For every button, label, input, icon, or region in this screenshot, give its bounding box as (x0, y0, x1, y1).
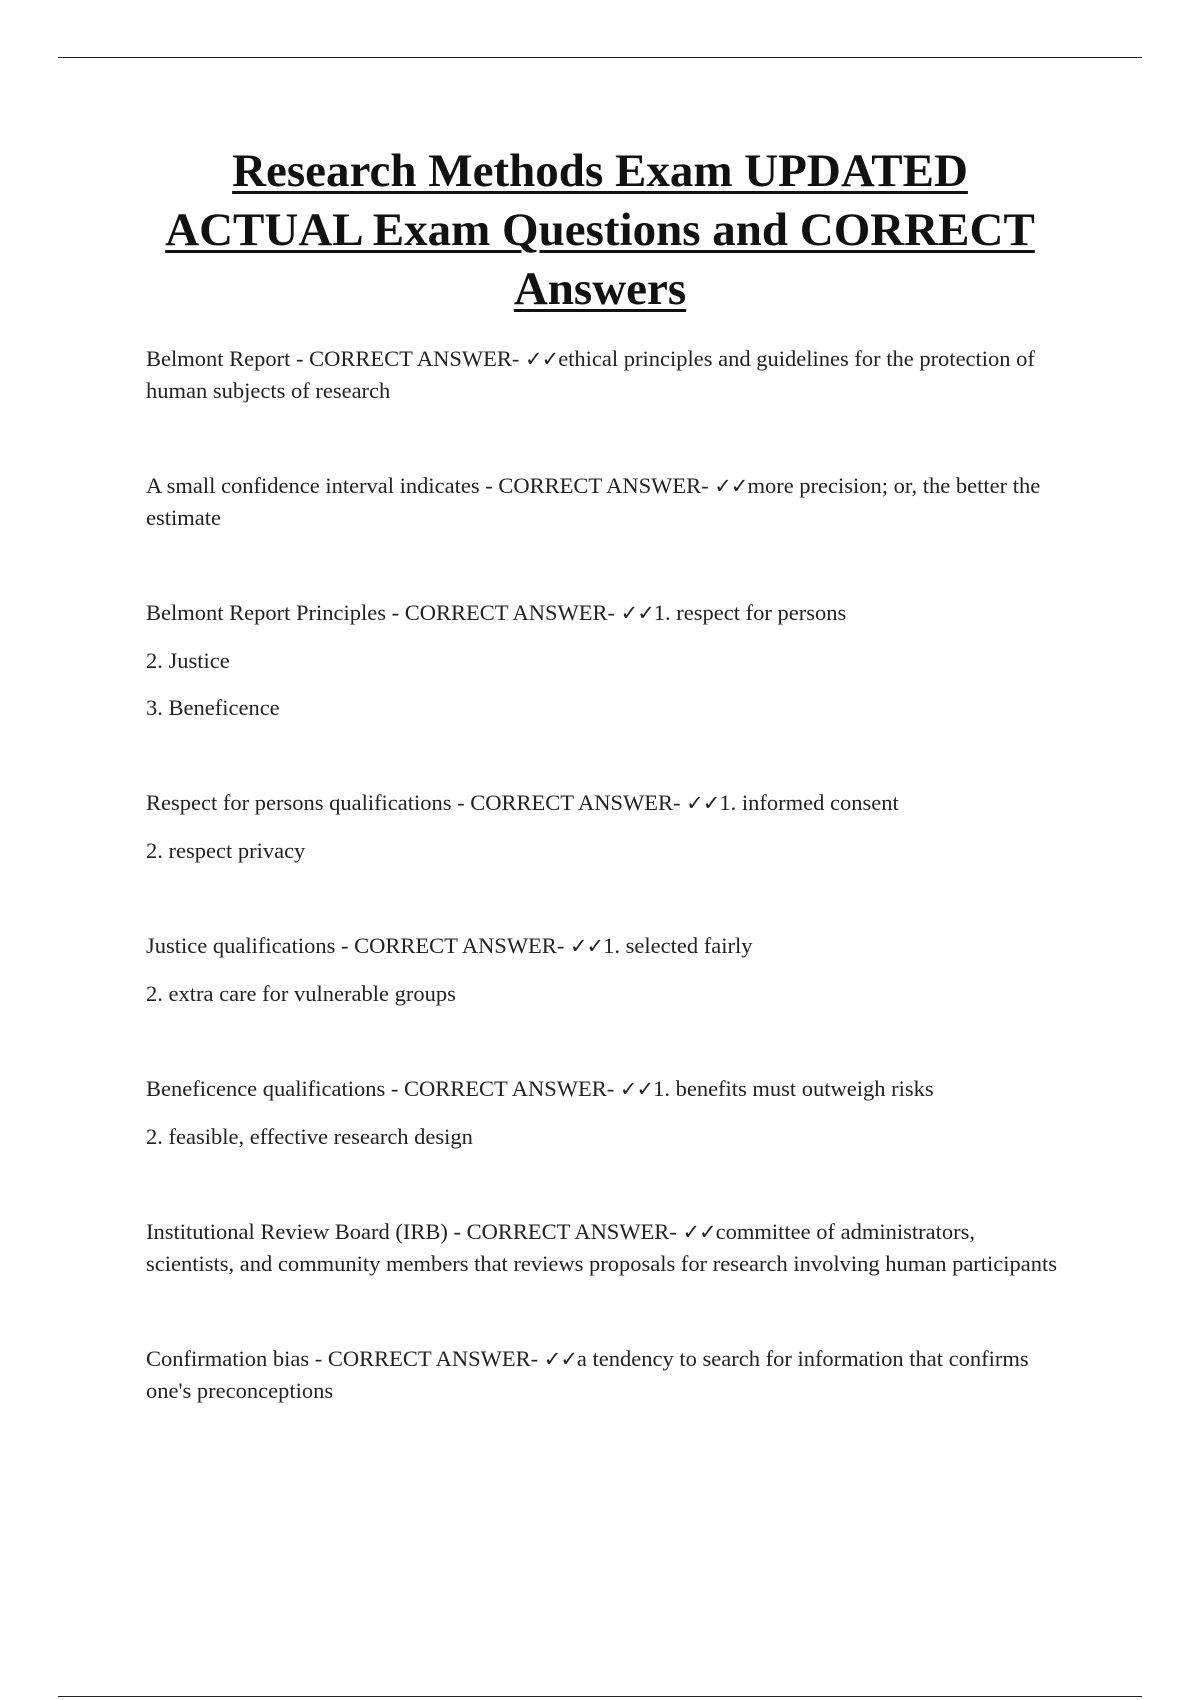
qa-item (146, 597, 1066, 723)
qa-first-line (146, 1216, 1066, 1279)
answer-text: 1. selected fairly (603, 933, 753, 958)
top-page-rule (58, 57, 1142, 58)
answer-text: ethical principles and guidelines for the protection of human subjects of research (146, 346, 1035, 403)
double-check-icon: ✓✓ (543, 1347, 577, 1371)
qa-item (146, 930, 1066, 1009)
answer-separator: - CORRECT ANSWER- (479, 473, 715, 498)
qa-first-line (146, 343, 1066, 406)
answer-separator: - CORRECT ANSWER- (385, 600, 621, 625)
double-check-icon: ✓✓ (619, 1077, 654, 1101)
qa-first-line (146, 930, 1066, 962)
qa-item (146, 1216, 1066, 1279)
qa-item (146, 470, 1066, 533)
double-check-icon: ✓✓ (620, 601, 654, 625)
answer-separator: - CORRECT ANSWER- (385, 1076, 620, 1101)
qa-first-line (146, 1073, 1066, 1105)
qa-first-line (146, 597, 1066, 629)
question-term: Confirmation bias (146, 1346, 310, 1371)
question-term: Beneficence qualifications (146, 1076, 386, 1101)
answer-extra-line: 2. feasible, effective research design (146, 1124, 473, 1149)
title-line-2: ACTUAL Exam Questions and CORRECT (165, 204, 1035, 256)
qa-first-line (146, 1343, 1066, 1406)
question-term: Institutional Review Board (IRB) (146, 1219, 448, 1244)
answer-text: a tendency to search for information that confirms one's preconceptions (146, 1346, 1029, 1403)
qa-item (146, 343, 1066, 406)
answer-separator: - CORRECT ANSWER- (451, 790, 687, 815)
document-title (100, 142, 1100, 319)
double-check-icon: ✓✓ (714, 474, 748, 498)
answer-separator: - CORRECT ANSWER- (335, 933, 570, 958)
double-check-icon: ✓✓ (569, 934, 604, 958)
qa-item (146, 1073, 1066, 1152)
answer-extra-line: 2. respect privacy (146, 838, 306, 863)
double-check-icon: ✓✓ (524, 347, 559, 371)
question-term: Justice qualifications (146, 933, 336, 958)
answer-extra-line: 2. Justice (146, 648, 230, 673)
answer-extra-line: 3. Beneficence (146, 695, 280, 720)
answer-text: 1. informed consent (719, 790, 899, 815)
answer-text: more precision; or, the better the estimate (146, 473, 1041, 530)
qa-first-line (146, 787, 1066, 819)
question-term: Belmont Report (146, 346, 291, 371)
answer-separator: - CORRECT ANSWER- (447, 1219, 683, 1244)
answer-text: committee of administrators, scientists, and community members that reviews proposals for research involving human participants (146, 1219, 1058, 1276)
answer-separator: - CORRECT ANSWER- (290, 346, 525, 371)
answer-separator: - CORRECT ANSWER- (309, 1346, 544, 1371)
answer-text: 1. respect for persons (653, 600, 847, 625)
question-term: Respect for persons qualifications (146, 790, 452, 815)
bottom-page-rule (58, 1696, 1142, 1697)
double-check-icon: ✓✓ (686, 791, 720, 815)
qa-list (146, 343, 1066, 1470)
title-line-3: Answers (513, 263, 687, 315)
title-line-1: Research Methods Exam UPDATED (232, 145, 968, 197)
answer-text: 1. benefits must outweigh risks (653, 1076, 934, 1101)
qa-item (146, 1343, 1066, 1406)
question-term: A small confidence interval indicates (146, 473, 480, 498)
question-term: Belmont Report Principles (146, 600, 386, 625)
qa-first-line (146, 470, 1066, 533)
double-check-icon: ✓✓ (682, 1220, 716, 1244)
qa-item (146, 787, 1066, 866)
answer-extra-line: 2. extra care for vulnerable groups (146, 981, 456, 1006)
